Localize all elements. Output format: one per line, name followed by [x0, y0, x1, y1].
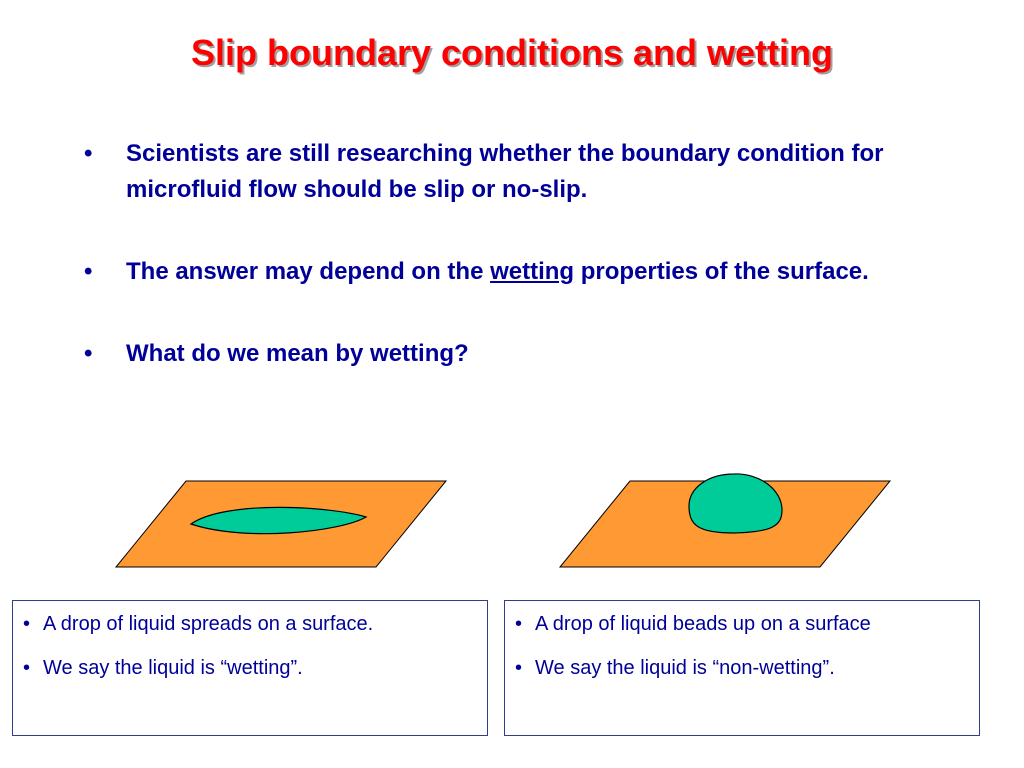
bullet-text-before: The answer may depend on the: [126, 258, 491, 285]
caption-text: A drop of liquid beads up on a surface: [535, 613, 871, 635]
wetting-illustration: [0, 460, 1024, 600]
bullet-dot: •: [84, 340, 93, 367]
bullet-item: [84, 136, 904, 208]
bullet-emphasis-wetting: wetting: [490, 258, 575, 285]
bullet-text-after: properties of the surface.: [574, 258, 869, 285]
bullet-item: [84, 254, 904, 290]
bullet-list: [84, 136, 904, 418]
caption-text: We say the liquid is “wetting”.: [43, 657, 303, 679]
bullet-dot: •: [84, 258, 93, 285]
caption-item: [23, 655, 479, 681]
bullet-dot: •: [515, 657, 523, 679]
bullet-text: Scientists are still researching whether the boundary condition for microfluid flow should be slip or no-slip.: [126, 140, 884, 203]
caption-box-non-wetting: [504, 600, 980, 736]
caption-text: We say the liquid is “non-wetting”.: [535, 657, 835, 679]
caption-box-wetting: [12, 600, 488, 736]
slide-title: Slip boundary conditions and wetting: [191, 32, 833, 73]
bullet-dot: •: [84, 140, 93, 167]
caption-item: [23, 611, 479, 637]
caption-item: [515, 655, 971, 681]
bullet-dot: •: [515, 613, 523, 635]
bullet-dot: •: [23, 613, 31, 635]
bullet-text: What do we mean by wetting?: [126, 340, 469, 367]
bullet-item: [84, 336, 904, 372]
caption-item: [515, 611, 971, 637]
caption-text: A drop of liquid spreads on a surface.: [43, 613, 374, 635]
bullet-dot: •: [23, 657, 31, 679]
